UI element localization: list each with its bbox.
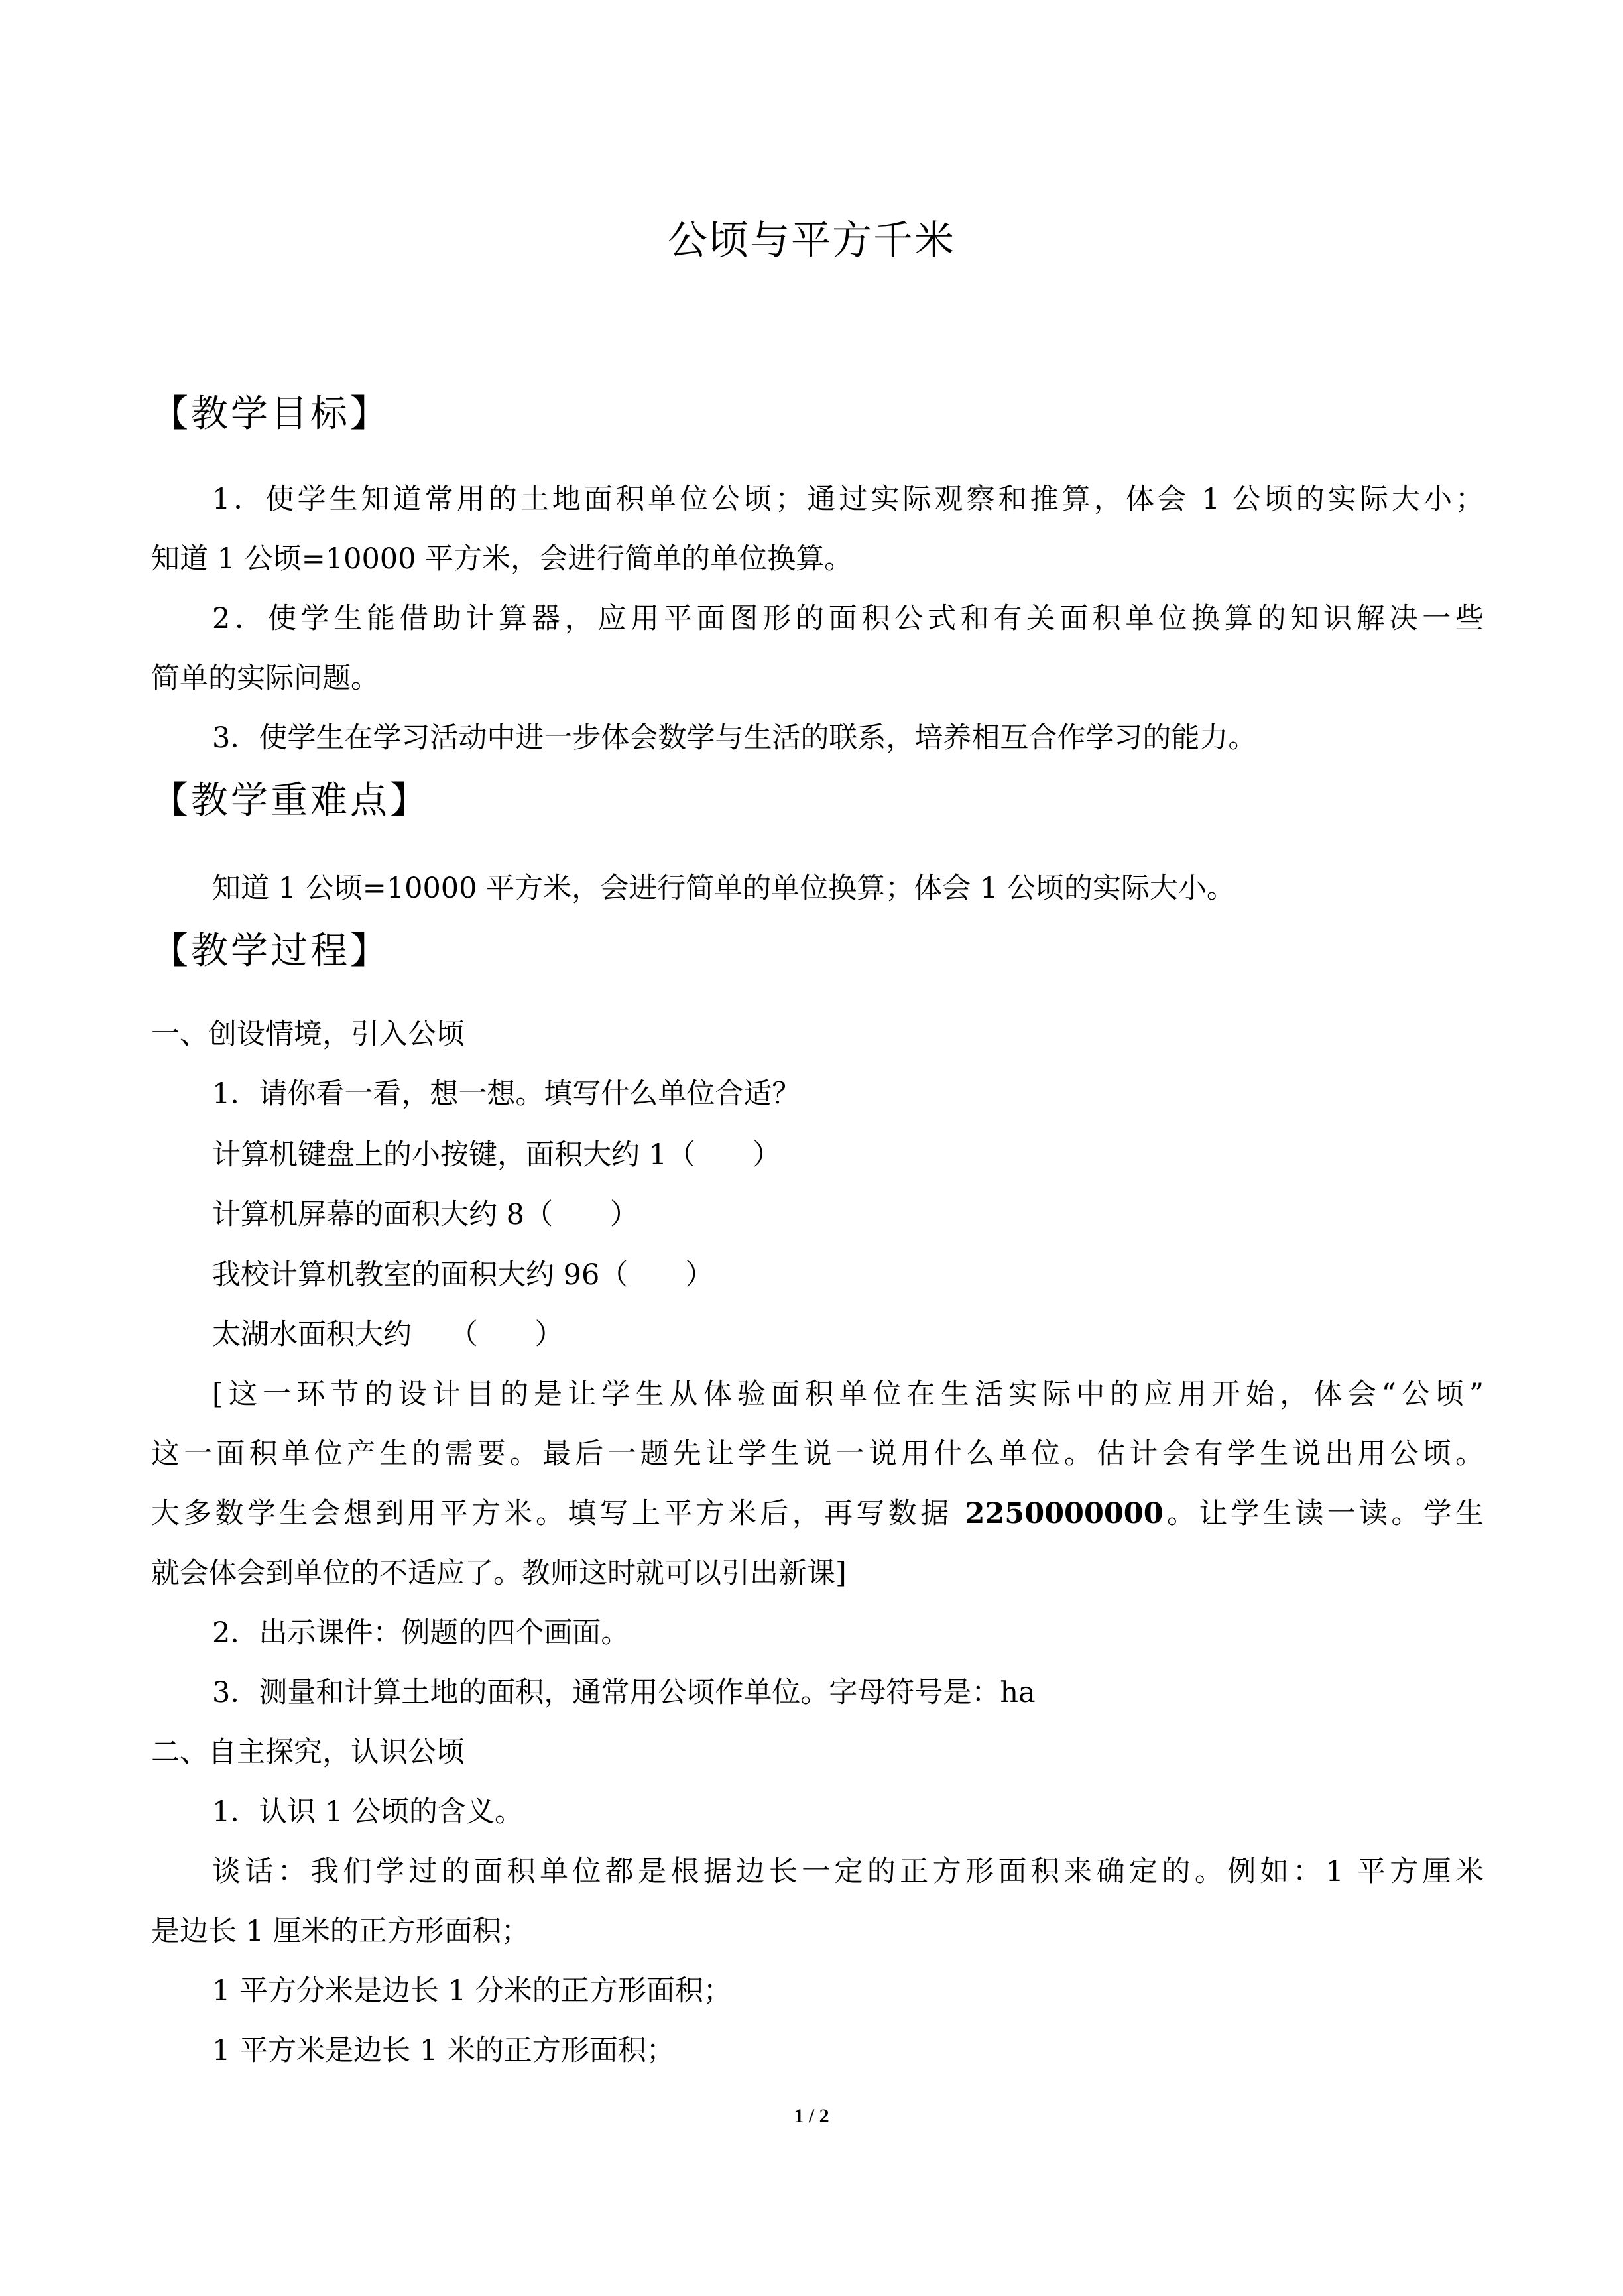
design-note-number: 2250000000 <box>965 1497 1164 1530</box>
objective-3-line-1: 3．使学生在学习活动中进一步体会数学与生活的联系，培养相互合作学习的能力。 <box>212 721 1257 755</box>
page-title: 公顷与平方千米 <box>668 217 955 264</box>
part-1-step-2: 2．出示课件：例题的四个画面。 <box>212 1616 630 1650</box>
objective-1-line-2: 知道 1 公顷=10000 平方米，会进行简单的单位换算。 <box>151 542 853 575</box>
question-2: 计算机屏幕的面积大约 8（ ） <box>212 1198 639 1231</box>
design-note-line-2: 这一面积单位产生的需要。最后一题先让学生说一说用什么单位。估计会有学生说出用公顷。 <box>151 1437 1484 1471</box>
key-points-text: 知道 1 公顷=10000 平方米，会进行简单的单位换算；体会 1 公顷的实际大小。 <box>212 872 1235 905</box>
heading-key-points: 【教学重难点】 <box>151 779 430 822</box>
talk-line-2: 是边长 1 厘米的正方形面积； <box>151 1915 530 1948</box>
part-1-step-3: 3．测量和计算土地的面积，通常用公顷作单位。字母符号是：ha <box>212 1676 1036 1709</box>
heading-process: 【教学过程】 <box>151 930 390 973</box>
talk-line-1: 谈话：我们学过的面积单位都是根据边长一定的正方形面积来确定的。例如：1 平方厘米 <box>212 1855 1484 1888</box>
objective-2-line-2: 简单的实际问题。 <box>151 662 379 695</box>
objective-1-line-1: 1．使学生知道常用的土地面积单位公顷；通过实际观察和推算，体会 1 公顷的实际大小； <box>212 483 1484 516</box>
heading-objectives: 【教学目标】 <box>151 393 390 436</box>
page-number: 1 / 2 <box>794 2105 829 2127</box>
question-1: 计算机键盘上的小按键，面积大约 1（ ） <box>212 1138 782 1172</box>
design-note-line-1: [这一环节的设计目的是让学生从体验面积单位在生活实际中的应用开始，体会“公顷” <box>212 1378 1484 1411</box>
question-4: 太湖水面积大约 （ ） <box>212 1318 564 1351</box>
design-note-line-4: 就会体会到单位的不适应了。教师这时就可以引出新课] <box>151 1557 847 1590</box>
part-1-title: 一、创设情境，引入公顷 <box>151 1018 465 1051</box>
design-note-line-3 <box>151 1494 1484 1534</box>
part-2-title: 二、自主探究，认识公顷 <box>151 1736 465 1769</box>
design-note-line-3-start: 大多数学生会想到用平方米。填写上平方米后，再写数据 <box>151 1497 965 1530</box>
design-note-line-3-end: 。让学生读一读。学生 <box>1163 1497 1484 1530</box>
part-2-step-1: 1．认识 1 公顷的含义。 <box>212 1795 524 1829</box>
objective-2-line-1: 2．使学生能借助计算器，应用平面图形的面积公式和有关面积单位换算的知识解决一些 <box>212 602 1484 635</box>
question-3: 我校计算机教室的面积大约 96（ ） <box>212 1258 714 1292</box>
part-1-step-1: 1．请你看一看，想一想。填写什么单位合适？ <box>212 1077 801 1111</box>
unit-square-meter: 1 平方米是边长 1 米的正方形面积； <box>212 2034 675 2067</box>
unit-square-decimeter: 1 平方分米是边长 1 分米的正方形面积； <box>212 1974 732 2008</box>
